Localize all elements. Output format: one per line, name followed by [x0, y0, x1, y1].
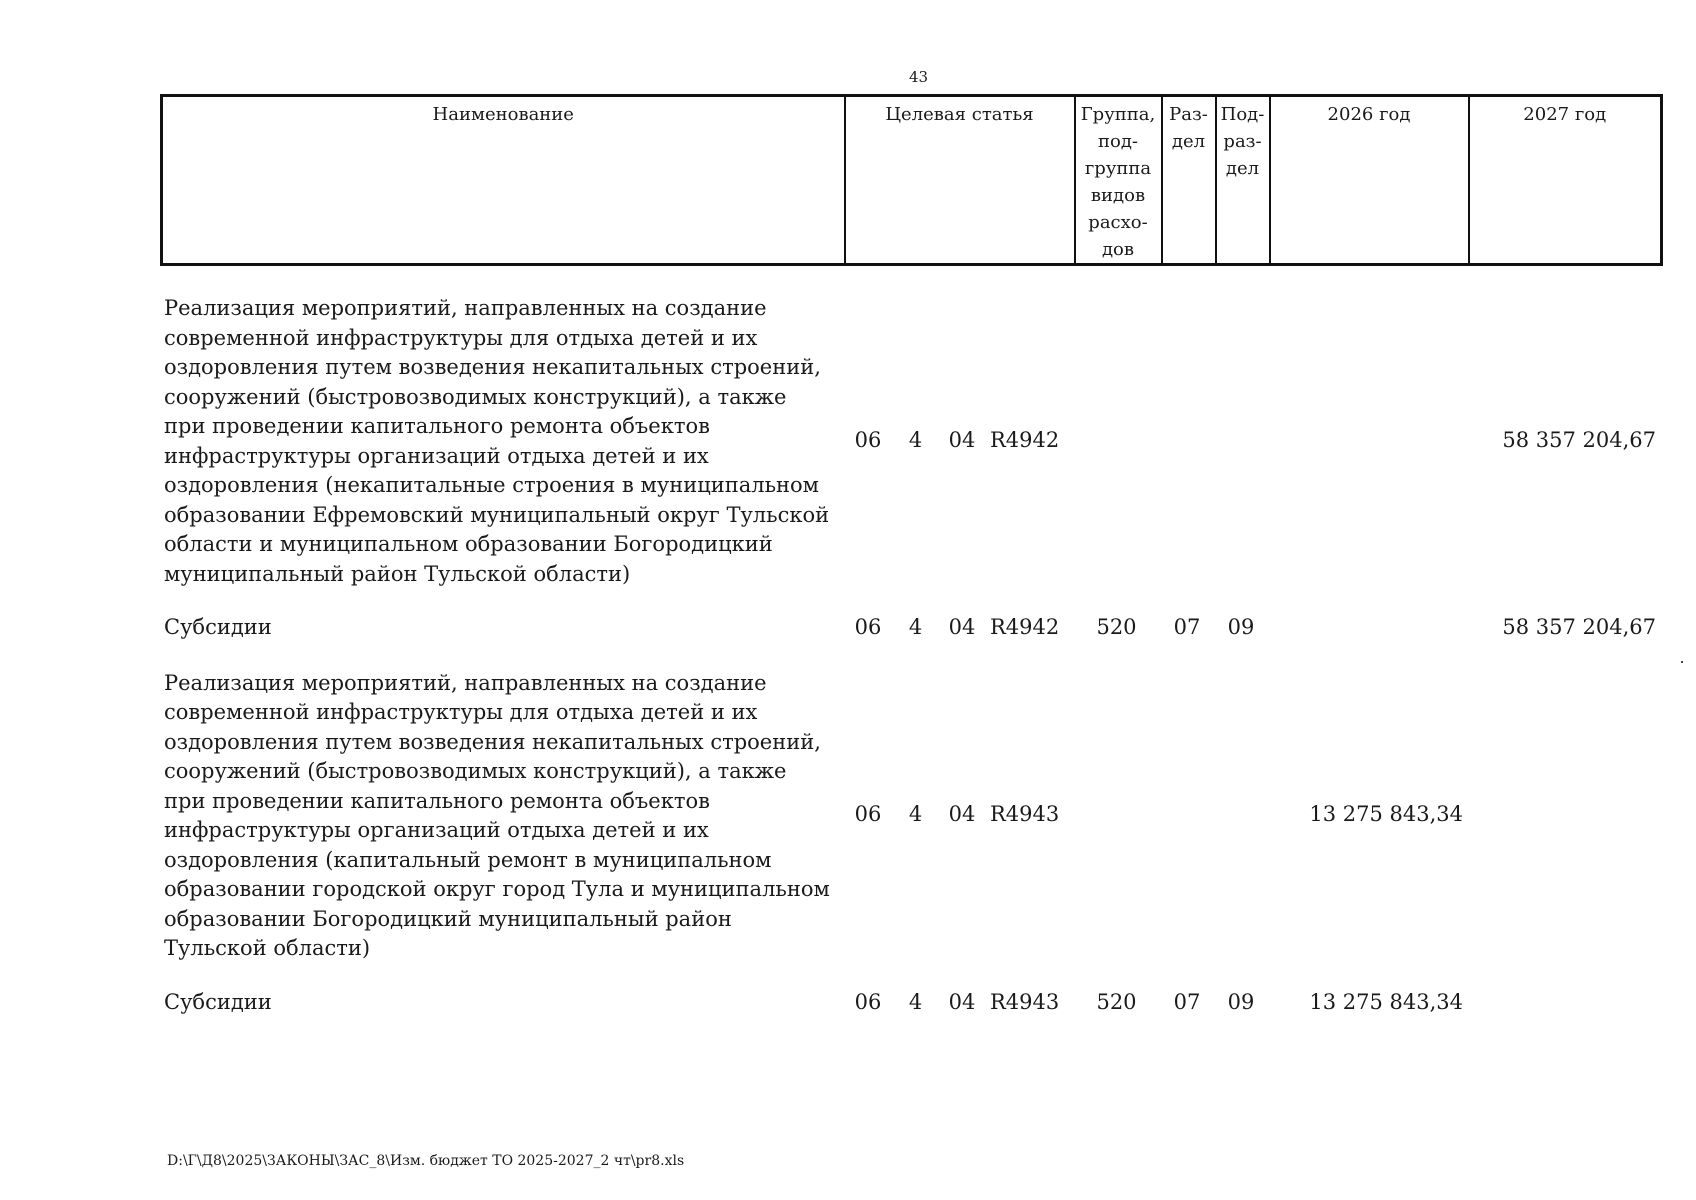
code-program: 06 [854, 615, 882, 639]
header-year-2026: 2026 год [1270, 96, 1469, 265]
header-expense-group: Группа, под- группа видов расхо- дов [1075, 96, 1162, 265]
row-group [1073, 280, 1160, 601]
row-amount-2026 [1268, 601, 1467, 655]
row-section: 07 [1173, 989, 1201, 1014]
code-program: 06 [854, 802, 882, 827]
page-number: 43 [908, 68, 929, 86]
table-row [160, 280, 1660, 601]
row-amount-2027 [1467, 655, 1660, 976]
row-subsection: 09 [1227, 989, 1255, 1014]
code-type: 4 [908, 427, 923, 452]
row-amount-2027: 58 357 204,67 [1502, 615, 1656, 639]
header-section: Раз- дел [1162, 96, 1216, 265]
row-amount-2026 [1268, 280, 1467, 601]
code-type: 4 [908, 615, 923, 639]
row-name: Реализация мероприятий, направленных на создание современной инфраструктуры для отдыха детей и их оздоровления путем возведения некапитальных строений, сооружений (быстровозводимых конструкций), а также при проведении капитального ремонта объектов инфраструктуры организаций отдыха детей и их оздоровления (некапитальные строения в муниципальном образовании Ефремовский муниципальный округ Тульской области и муниципальном образовании Богородицкий муниципальный район Тульской области) [164, 296, 830, 586]
header-name: Наименование [432, 104, 574, 125]
table-row [160, 655, 1660, 976]
row-target-article [843, 976, 1073, 1030]
code-complex: 04 [948, 615, 976, 639]
row-section [1160, 655, 1214, 976]
table-header [160, 94, 1663, 266]
scan-artifact [1681, 661, 1683, 663]
row-name: Реализация мероприятий, направленных на создание современной инфраструктуры для отдыха детей и их оздоровления путем возведения некапитальных строений, сооружений (быстровозводимых конструкций), а также при проведении капитального ремонта объектов инфраструктуры организаций отдыха детей и их оздоровления (капитальный ремонт в муниципальном образовании городской округ город Тула и муниципальном образовании Богородицкий муниципальный район Тульской области) [164, 670, 830, 960]
row-group [1073, 655, 1160, 976]
row-amount-2026: 13 275 843,34 [1309, 802, 1463, 827]
table-body [160, 280, 1660, 1029]
row-amount-2026: 13 275 843,34 [1309, 989, 1463, 1014]
row-section: 07 [1173, 615, 1201, 639]
code-type: 4 [908, 802, 923, 827]
header-subsection: Под- раз- дел [1216, 96, 1270, 265]
row-subsection [1214, 280, 1268, 601]
table-row [160, 976, 1660, 1030]
file-path-footer: D:\Г\Д8\2025\ЗАКОНЫ\ЗАС_8\Изм. бюджет ТО 2025-2027_2 чт\pr8.xls [167, 1153, 685, 1169]
row-section [1160, 280, 1214, 601]
code-program: 06 [854, 427, 882, 452]
code-type: 4 [908, 989, 923, 1014]
code-direction: R4942 [990, 615, 1060, 639]
row-group: 520 [1096, 615, 1137, 639]
code-program: 06 [854, 989, 882, 1014]
row-amount-2027 [1467, 976, 1660, 1030]
table-row [160, 601, 1660, 655]
row-amount-2027: 58 357 204,67 [1502, 427, 1656, 452]
row-target-article [843, 280, 1073, 601]
code-complex: 04 [948, 989, 976, 1014]
header-year-2027: 2027 год [1469, 96, 1662, 265]
header-target-article: Целевая статья [845, 96, 1075, 265]
budget-table [160, 94, 1660, 1029]
row-subsection [1214, 655, 1268, 976]
code-direction: R4943 [990, 989, 1060, 1014]
row-target-article [843, 601, 1073, 655]
code-direction: R4943 [990, 802, 1060, 827]
row-group: 520 [1096, 989, 1137, 1014]
code-direction: R4942 [990, 427, 1060, 452]
code-complex: 04 [948, 427, 976, 452]
row-target-article [843, 655, 1073, 976]
code-complex: 04 [948, 802, 976, 827]
row-name: Субсидии [164, 615, 272, 639]
row-name: Субсидии [164, 989, 272, 1014]
row-subsection: 09 [1227, 615, 1255, 639]
